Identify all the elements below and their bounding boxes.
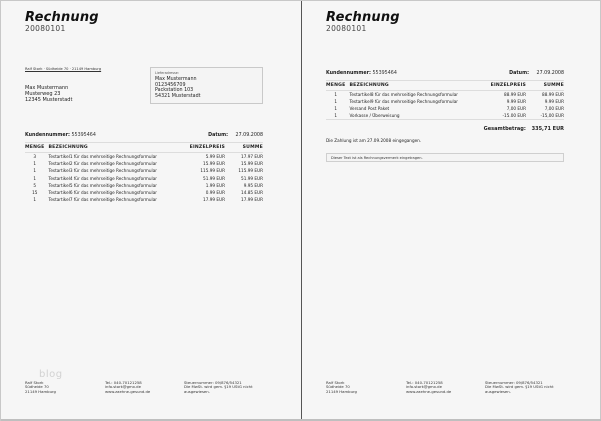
footer-line: Südheide 70 (326, 384, 350, 390)
table-header-row (326, 81, 564, 91)
footer-line: Ralf Stork (25, 380, 44, 385)
invoice-number: 20080101 (326, 24, 367, 33)
col-unit-price: EINZELPREIS (476, 81, 526, 91)
row-unit-price: 1.99 EUR (205, 182, 225, 188)
col-unit-price: EINZELPREIS (175, 143, 225, 153)
footer-tax (184, 381, 253, 394)
row-description: Versand Post Paket (349, 106, 390, 112)
shipping-line: 54321 Musterstadt (155, 93, 201, 99)
invoice-remark: Dieser Text ist als Rechnungsvermerk eingetragen. (331, 155, 423, 160)
table-row (326, 112, 564, 119)
footer-contact (406, 381, 451, 394)
footer-contact (105, 381, 150, 394)
row-total: 51.99 EUR (241, 175, 263, 181)
customer-number: 55395464 (71, 133, 96, 138)
footer-line: ausgewiesen. (184, 388, 210, 394)
footer-line: www.zaehne-gesund.de (406, 388, 452, 394)
table-row (326, 91, 564, 98)
row-total: 17.97 EUR (241, 153, 263, 159)
payment-note: Die Zahlung ist am 27.09.2008 eingegangen. (326, 138, 422, 143)
col-description: BEZEICHNUNG (44, 143, 175, 153)
row-unit-price: 88.99 EUR (504, 91, 526, 97)
footer-line: 21149 Hamburg (326, 388, 357, 394)
footer-line: Steuernummer: 09/876/54321 (184, 380, 242, 385)
row-unit-price: 17.99 EUR (203, 197, 225, 203)
table-header-row (25, 143, 263, 153)
date-row (509, 71, 564, 76)
row-total: 9.99 EUR (544, 98, 564, 104)
date-row (208, 133, 263, 138)
row-description: Testartikel2 für das mehrseitige Rechnungsformular (48, 160, 157, 166)
row-description: Vorkasse / Überweisung (345, 112, 476, 119)
invoice-page-2 (302, 1, 601, 420)
sender-address-line: Ralf Stork · Südheide 70 · 21149 Hamburg (25, 67, 102, 71)
customer-number-label: Kundennummer: (326, 71, 371, 76)
row-description: Testartikel6 für das mehrseitige Rechnungsformular (48, 190, 157, 196)
invoice-date: 27.09.2008 (536, 71, 564, 76)
row-description: Testartikel1 für das mehrseitige Rechnungsformular (48, 153, 157, 159)
footer-line: info.stork@gmx.de (406, 384, 442, 390)
invoice-date: 27.09.2008 (235, 133, 263, 138)
row-total: 7,00 EUR (544, 106, 564, 112)
line-items-table (25, 142, 263, 204)
footer-line: www.zaehne-gesund.de (105, 388, 151, 394)
table-row (25, 174, 263, 181)
row-quantity: 1 (334, 91, 338, 97)
row-unit-price: 5.99 EUR (205, 153, 225, 159)
row-unit-price: 9.99 EUR (506, 98, 526, 104)
col-total: SUMME (526, 81, 564, 91)
row-description: Testartikel9 für das mehrseitige Rechnungsformular (349, 98, 458, 104)
row-unit-price: 15.99 EUR (203, 160, 225, 166)
row-unit-price: 7,00 EUR (506, 106, 526, 112)
footer-address (25, 381, 56, 394)
footer-line: Tel.: 040-70121258 (105, 380, 142, 385)
col-quantity: MENGE (326, 81, 345, 91)
row-quantity: 5 (33, 182, 37, 188)
row-quantity: 1 (334, 98, 338, 104)
row-quantity: 1 (33, 160, 37, 166)
row-total: 115.99 EUR (238, 168, 263, 174)
customer-number-row (25, 133, 96, 138)
row-total: 15.99 EUR (241, 160, 263, 166)
row-description: Testartikel8 für das mehrseitige Rechnungsformular (349, 91, 458, 97)
recipient-name: Max Mustermann (25, 85, 69, 91)
footer-address (326, 381, 357, 394)
table-row (326, 105, 564, 112)
row-description: Testartikel5 für das mehrseitige Rechnungsformular (48, 182, 157, 188)
page-title: Rechnung (326, 10, 400, 25)
table-row (25, 167, 263, 174)
shipping-line: Packstation 103 (155, 88, 194, 94)
footer-line: Südheide 70 (25, 384, 49, 390)
table-row (25, 153, 263, 160)
row-total: 88.99 EUR (542, 91, 564, 97)
grand-total-label: Gesamtbetrag: (483, 126, 526, 132)
col-description: BEZEICHNUNG (345, 81, 476, 91)
table-row (25, 189, 263, 196)
row-description: Testartikel7 für das mehrseitige Rechnungsformular (48, 197, 157, 203)
recipient-address (25, 85, 72, 103)
shipping-line: 0123456709 (155, 82, 186, 88)
watermark-text: blog (39, 369, 63, 380)
date-label: Datum: (509, 71, 529, 76)
row-total: -15,00 EUR (526, 112, 564, 119)
table-row (326, 98, 564, 105)
line-items-table (326, 80, 564, 120)
shipping-address-box (150, 67, 263, 104)
row-unit-price: -15.00 EUR (476, 112, 526, 119)
table-row (25, 196, 263, 203)
shipping-line: Max Mustermann (155, 77, 197, 82)
customer-number-row (326, 71, 397, 76)
col-total: SUMME (225, 143, 263, 153)
footer-line: ausgewiesen. (485, 388, 511, 394)
footer-line: Die MwSt. wird gem. §19 UStG nicht (485, 384, 554, 390)
invoice-remark-box (326, 153, 564, 162)
footer-line: Die MwSt. wird gem. §19 UStG nicht (184, 384, 253, 390)
row-quantity: 1 (33, 175, 37, 181)
row-quantity: 15 (32, 190, 38, 196)
recipient-street: Musterweg 23 (25, 91, 61, 97)
invoice-number: 20080101 (25, 24, 66, 33)
customer-number: 55395464 (372, 71, 397, 76)
footer-line: 21149 Hamburg (25, 388, 56, 394)
row-quantity: 1 (334, 106, 338, 112)
row-total: 14.85 EUR (241, 190, 263, 196)
row-total: 17.99 EUR (241, 197, 263, 203)
footer-line: Steuernummer: 09/876/54321 (485, 380, 543, 385)
recipient-city: 12345 Musterstadt (25, 97, 73, 103)
row-unit-price: 0.99 EUR (205, 190, 225, 196)
table-row (25, 182, 263, 189)
footer-line: Ralf Stork (326, 380, 345, 385)
customer-number-label: Kundennummer: (25, 133, 70, 138)
table-row (25, 160, 263, 167)
row-description: Testartikel3 für das mehrseitige Rechnungsformular (48, 168, 157, 174)
row-quantity: 3 (33, 153, 37, 159)
col-quantity: MENGE (25, 143, 44, 153)
footer-line: info.stork@gmx.de (105, 384, 141, 390)
date-label: Datum: (208, 133, 228, 138)
grand-total-row (484, 126, 564, 132)
row-quantity: 1 (326, 112, 345, 119)
row-description: Testartikel4 für das mehrseitige Rechnungsformular (48, 175, 157, 181)
shipping-label: Lieferadresse: (155, 71, 179, 75)
row-total: 9.95 EUR (243, 182, 263, 188)
footer-tax (485, 381, 554, 394)
footer-line: Tel.: 040-70121258 (406, 380, 443, 385)
row-unit-price: 115.99 EUR (200, 168, 225, 174)
row-quantity: 1 (33, 168, 37, 174)
invoice-page-1 (1, 1, 301, 420)
grand-total-value: 335,71 EUR (531, 126, 564, 132)
row-quantity: 1 (33, 197, 37, 203)
row-unit-price: 51.99 EUR (203, 175, 225, 181)
page-title: Rechnung (25, 10, 99, 25)
